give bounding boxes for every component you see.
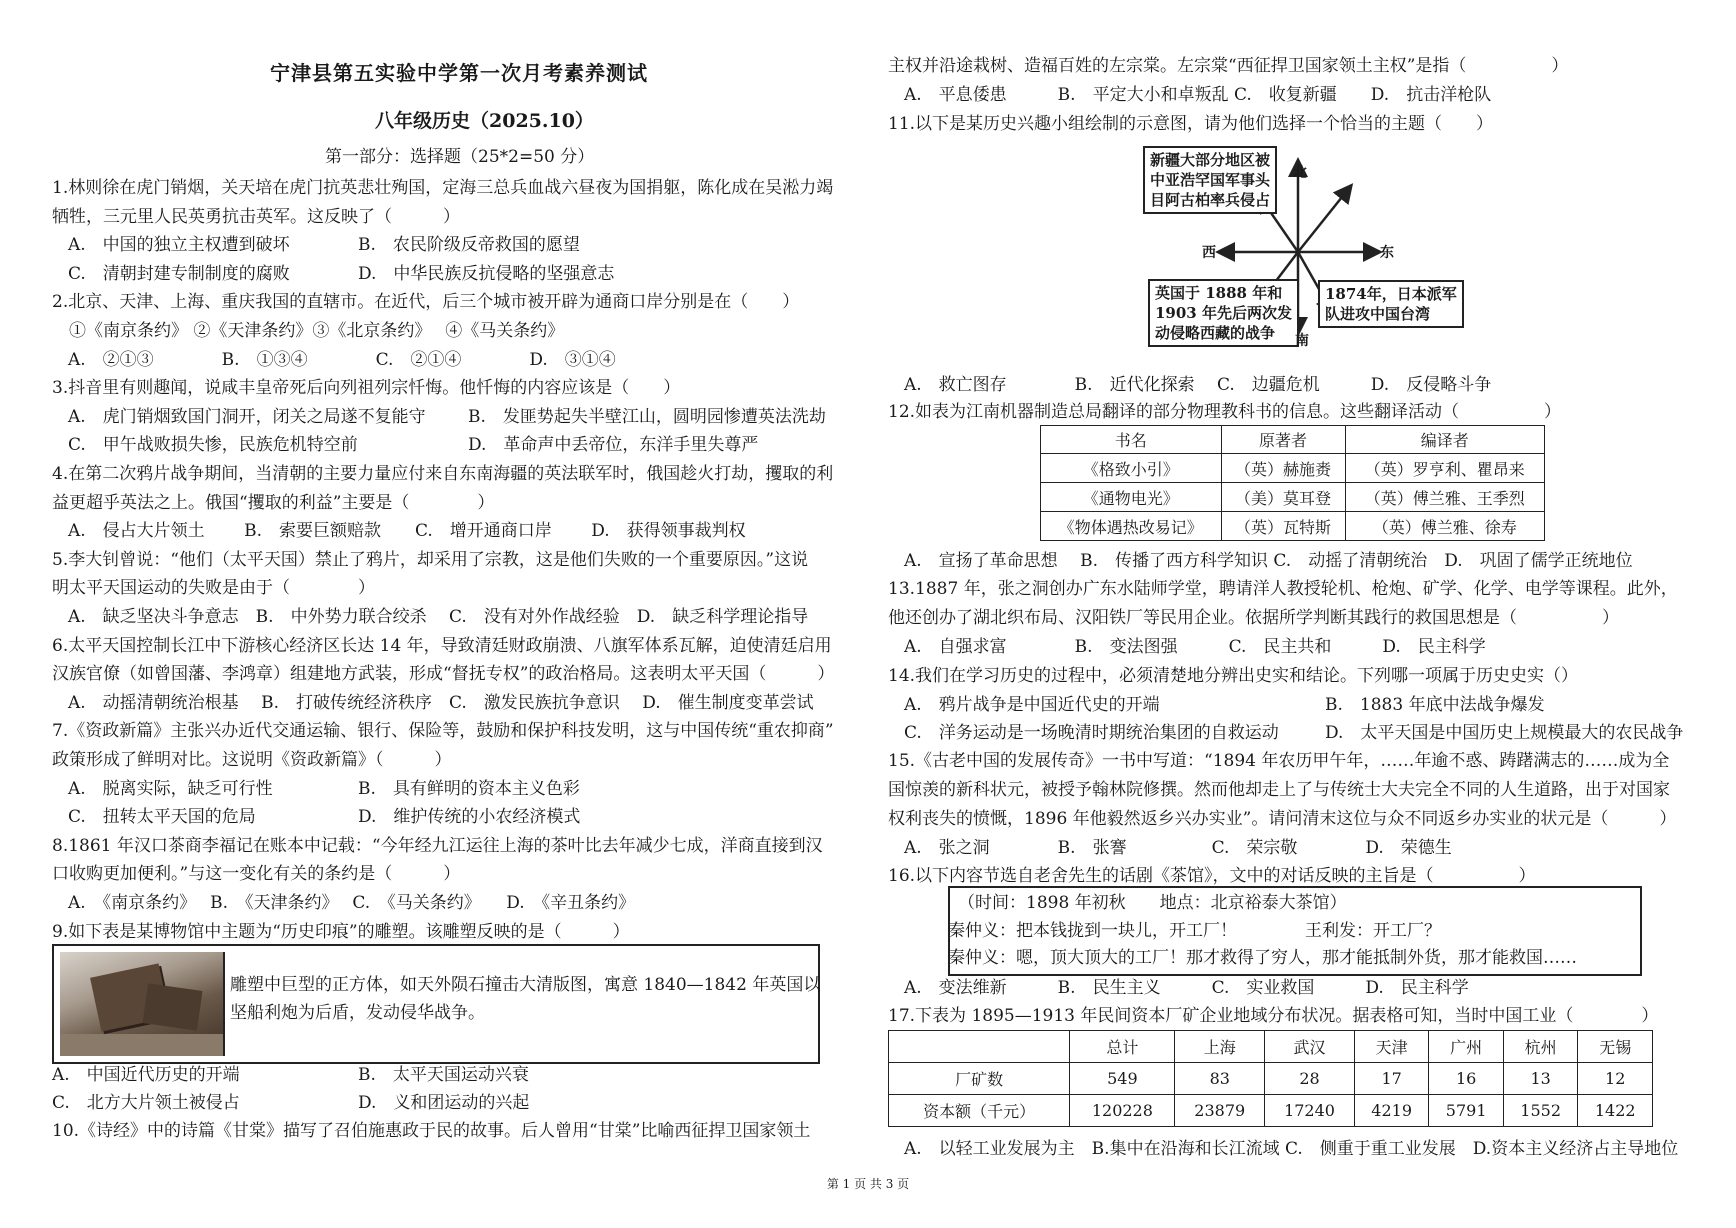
- question-line: 6.太平天国控制长江中下游核心经济区长达 14 年，导致清廷财政崩溃、八旗军体系瓦解，迫使清廷启用: [52, 635, 832, 656]
- table-row: [1041, 454, 1545, 483]
- question-line: 14.我们在学习历史的过程中，必须清楚地分辨出史实和结论。下列哪一项属于历史史实（）: [888, 666, 1579, 686]
- question-line: 汉族官僚（如曾国藩、李鸿章）组建地方武装，形成“督抚专权”的政治格局。这表明太平天国（ ）: [52, 664, 835, 685]
- question-line: A. 自强求富 B. 变法图强 C. 民主共和 D. 民主科学: [904, 637, 1486, 657]
- question-line: 4.在第二次鸦片战争期间，当清朝的主要力量应付来自东南海疆的英法联军时，俄国趁火打劫，攫取的利: [52, 464, 834, 484]
- table-cell: 天津: [1354, 1031, 1429, 1063]
- table-cell: [889, 1031, 1070, 1063]
- table-cell: 1422: [1578, 1095, 1653, 1127]
- option-line: D. 维护传统的小农经济模式: [358, 807, 581, 828]
- table-cell: 资本额（千元）: [889, 1095, 1070, 1127]
- table-cell: 17240: [1265, 1095, 1355, 1127]
- page-footer: 第 1 页 共 3 页: [826, 1177, 910, 1191]
- table-row: [889, 1063, 1653, 1095]
- table-cell: 《物体遇热改易记》: [1041, 512, 1222, 541]
- q12-stem: 12.如表为江南机器制造总局翻译的部分物理教科书的信息。这些翻译活动（ ）: [888, 402, 1562, 422]
- q11-stem: 11.以下是某历史兴趣小组绘制的示意图，请为他们选择一个恰当的主题（ ）: [888, 114, 1494, 134]
- option-line: A. 《南京条约》 B. 《天津条约》 C. 《马关条约》 D. 《辛丑条约》: [68, 893, 636, 913]
- table-cell: 13: [1503, 1063, 1578, 1095]
- question-line: 1.林则徐在虎门销烟，关天培在虎门抗英悲壮殉国，定海三总兵血战六昼夜为国捐躯，陈化成在吴淞力竭: [52, 178, 834, 198]
- option-line: B. 发匪势起失半壁江山，圆明园惨遭英法洗劫: [468, 406, 826, 427]
- q17-table: [888, 1030, 1653, 1127]
- table-cell: （英）傅兰雅、徐寿: [1345, 512, 1544, 541]
- table-row: [1041, 483, 1545, 512]
- q10-stem-cont: 主权并沿途栽树、造福百姓的左宗棠。左宗棠“西征捍卫国家领土主权”是指（ ）: [888, 56, 1569, 76]
- map-box-tibet: 英国于 1888 年和 1903 年先后两次发 动侵略西藏的战争: [1148, 279, 1299, 347]
- table-cell: 1552: [1503, 1095, 1578, 1127]
- table-cell: 549: [1070, 1063, 1175, 1095]
- table-cell: 16: [1429, 1063, 1504, 1095]
- question-line: A. 宣扬了革命思想 B. 传播了西方科学知识 C. 动摇了清朝统治 D. 巩固了儒学正统地位: [904, 551, 1633, 571]
- q9-option-c: C. 北方大片领土被侵占: [52, 1093, 240, 1113]
- question-line: 口收购更加便利。”与这一变化有关的条约是（ ）: [52, 864, 461, 885]
- question-line: 益更超乎英法之上。俄国“攫取的利益”主要是（ ）: [52, 492, 495, 513]
- question-line: 权利丧失的愤慨，1896 年他毅然返乡兴办实业”。请问清末这位与众不同返乡办实业的状元是（ ）: [888, 809, 1677, 829]
- compass-east: 东: [1380, 245, 1394, 261]
- option-line: A. 中国的独立主权遭到破坏: [68, 235, 290, 256]
- q17-stem: 17.下表为 1895—1913 年民间资本厂矿企业地域分布状况。据表格可知，当时中国工业（ ）: [888, 1006, 1659, 1026]
- q9-option-d: D. 义和团运动的兴起: [358, 1093, 530, 1113]
- compass-north: 北: [1293, 165, 1307, 181]
- option-line: A. 侵占大片领土 B. 索要巨额赔款 C. 增开通商口岸 D. 获得领事裁判权: [68, 521, 746, 542]
- q14-option-d: D. 太平天国是中国历史上规模最大的农民战争: [1325, 723, 1684, 743]
- question-line: 牺牲，三元里人民英勇抗击英军。这反映了（ ）: [52, 206, 460, 227]
- table-cell: 120228: [1070, 1095, 1175, 1127]
- question-line: 15.《古老中国的发展传奇》一书中写道：“1894 年农历甲午年，……年逾不惑、踌躇满志的……成为全: [888, 751, 1670, 771]
- q16-dialogue-2: 秦仲义：嗯，顶大顶大的工厂！那才救得了穷人，那才能抵制外货，那才能救国……: [948, 948, 1577, 968]
- section-heading: 第一部分：选择题（25*2=50 分）: [325, 147, 595, 167]
- question-line: 5.李大钊曾说：“他们（太平天国）禁止了鸦片，却采用了宗教，这是他们失败的一个重要原因。”这说: [52, 549, 809, 570]
- option-line: C. 扭转太平天国的危局: [68, 807, 256, 828]
- question-line: 政策形成了鲜明对比。这说明《资政新篇》（ ）: [52, 750, 452, 770]
- q14-option-c: C. 洋务运动是一场晚清时期统治集团的自救运动: [904, 723, 1279, 743]
- option-line: A. 动摇清朝统治根基 B. 打破传统经济秩序 C. 激发民族抗争意识 D. 催生制度变革尝试: [68, 692, 814, 713]
- table-cell: 17: [1354, 1063, 1429, 1095]
- table-cell: 总计: [1070, 1031, 1175, 1063]
- table-cell: （美）莫耳登: [1221, 483, 1345, 512]
- option-line: D. 中华民族反抗侵略的坚强意志: [358, 263, 615, 284]
- q16-setting: （时间：1898 年初秋 地点：北京裕泰大茶馆）: [958, 893, 1347, 913]
- table-cell: 广州: [1429, 1031, 1504, 1063]
- table-cell: 无锡: [1578, 1031, 1653, 1063]
- table-cell: （英）傅兰雅、王季烈: [1345, 483, 1544, 512]
- table-cell: 上海: [1175, 1031, 1265, 1063]
- question-line: 2.北京、天津、上海、重庆我国的直辖市。在近代，后三个城市被开辟为通商口岸分别是在（ ）: [52, 292, 800, 313]
- q17-options: A. 以轻工业发展为主 B.集中在沿海和长江流域 C. 侧重于重工业发展 D.资本主义经济占主导地位: [904, 1139, 1679, 1159]
- question-line: 国惊羡的新科状元，被授予翰林院修撰。然而他却走上了与传统士大夫完全不同的人生道路，出于对国家: [888, 780, 1670, 800]
- option-line: A. 虎门销烟致国门洞开，闭关之局遂不复能守: [68, 406, 426, 427]
- question-line: 明太平天国运动的失败是由于（ ）: [52, 578, 375, 599]
- q11-options: A. 救亡图存 B. 近代化探索 C. 边疆危机 D. 反侵略斗争: [904, 375, 1492, 395]
- map-box-taiwan: 1874年，日本派军 队进攻中国台湾: [1318, 280, 1464, 328]
- q16-dialogue-1: 秦仲义：把本钱拢到一块儿，开工厂！ 王利发：开工厂？: [948, 921, 1441, 941]
- compass-west: 西: [1202, 245, 1216, 261]
- table-cell: 《格致小引》: [1041, 454, 1222, 483]
- question-line: A. 张之洞 B. 张謇 C. 荣宗敬 D. 荣德生: [904, 838, 1452, 858]
- question-line: 7.《资政新篇》主张兴办近代交通运输、银行、保险等，鼓励和保护科技发明，这与中国传统“重农抑商”: [52, 721, 834, 742]
- table-row: [889, 1095, 1653, 1127]
- table-cell: 28: [1265, 1063, 1355, 1095]
- table-cell: 83: [1175, 1063, 1265, 1095]
- q12-header-author: 原著者: [1221, 426, 1345, 454]
- q11-diagram: [1140, 142, 1460, 352]
- option-line: C. 甲午战败损失惨，民族危机特空前: [68, 435, 358, 456]
- option-line: D. 革命声中丢帝位，东洋手里失尊严: [468, 435, 759, 456]
- table-cell: 4219: [1354, 1095, 1429, 1127]
- table-cell: （英）罗亨利、瞿昂来: [1345, 454, 1544, 483]
- option-line: B. 具有鲜明的资本主义色彩: [358, 778, 580, 799]
- q14-option-b: B. 1883 年底中法战争爆发: [1325, 695, 1545, 715]
- q12-header-translator: 编译者: [1345, 426, 1544, 454]
- q14-option-a: A. 鸦片战争是中国近代史的开端: [904, 695, 1160, 715]
- compass-south: 南: [1295, 333, 1309, 349]
- sculpture-photo: [60, 952, 225, 1056]
- option-line: A. ②①③ B. ①③④ C. ②①④ D. ③①④: [68, 349, 616, 370]
- table-row: [1041, 512, 1545, 541]
- table-cell: 厂矿数: [889, 1063, 1070, 1095]
- question-line: 16.以下内容节选自老舍先生的话剧《茶馆》，文中的对话反映的主旨是（ ）: [888, 866, 1536, 886]
- q10-stem: 10.《诗经》中的诗篇《甘棠》描写了召伯施惠政于民的故事。后人曾用“甘棠”比喻西征捍卫国家领土: [52, 1121, 811, 1141]
- q9-option-b: B. 太平天国运动兴衰: [358, 1065, 529, 1085]
- question-line: ①《南京条约》 ②《天津条约》③《北京条约》 ④《马关条约》: [52, 321, 565, 341]
- question-line: 8.1861 年汉口茶商李福记在账本中记载：“今年经九江运往上海的茶叶比去年减少七成，洋商直接到汉: [52, 835, 823, 856]
- option-line: A. 缺乏坚决斗争意志 B. 中外势力联合绞杀 C. 没有对外作战经验 D. 缺乏科学理论指导: [68, 607, 809, 627]
- table-cell: 5791: [1429, 1095, 1504, 1127]
- table-cell: 23879: [1175, 1095, 1265, 1127]
- q12-table: [1040, 425, 1545, 541]
- q12-header-book: 书名: [1041, 426, 1222, 454]
- option-line: A. 脱离实际，缺乏可行性: [68, 778, 273, 799]
- page-title: 宁津县第五实验中学第一次月考素养测试: [270, 61, 648, 85]
- table-cell: （英）赫施赉: [1221, 454, 1345, 483]
- question-line: 3.抖音里有则趣闻，说咸丰皇帝死后向列祖列宗忏悔。他忏悔的内容应该是（ ）: [52, 378, 681, 399]
- table-cell: （英）瓦特斯: [1221, 512, 1345, 541]
- map-box-xinjiang: 新疆大部分地区被 中亚浩罕国军事头 目阿古柏率兵侵占: [1143, 146, 1277, 214]
- q16-options: A. 变法维新 B. 民生主义 C. 实业救国 D. 民主科学: [904, 978, 1469, 998]
- question-line: 9.如下表是某博物馆中主题为“历史印痕”的雕塑。该雕塑反映的是（ ）: [52, 921, 630, 942]
- page-subtitle: 八年级历史（2025.10）: [375, 110, 594, 132]
- option-line: B. 农民阶级反帝救国的愿望: [358, 235, 580, 256]
- table-cell: 《通物电光》: [1041, 483, 1222, 512]
- table-cell: 杭州: [1503, 1031, 1578, 1063]
- option-line: C. 清朝封建专制制度的腐败: [68, 263, 290, 284]
- question-line: 13.1887 年，张之洞创办广东水陆师学堂，聘请洋人教授轮机、枪炮、矿学、化学、电学等课程。此外，: [888, 579, 1678, 599]
- q9-table: [52, 944, 820, 1064]
- table-cell: 12: [1578, 1063, 1653, 1095]
- question-line: 他还创办了湖北织布局、汉阳铁厂等民用企业。依据所学判断其践行的救国思想是（ ）: [888, 608, 1619, 628]
- q10-options: A. 平息倭患 B. 平定大小和卓叛乱 C. 收复新疆 D. 抗击洋枪队: [904, 85, 1492, 105]
- q9-table-text-2: 坚船利炮为后盾，发动侵华战争。: [230, 1003, 485, 1023]
- q9-option-a: A. 中国近代历史的开端: [52, 1065, 240, 1085]
- table-cell: 武汉: [1265, 1031, 1355, 1063]
- q9-table-text-1: 雕塑中巨型的正方体，如天外陨石撞击大清版图，寓意 1840—1842 年英国以: [230, 975, 821, 995]
